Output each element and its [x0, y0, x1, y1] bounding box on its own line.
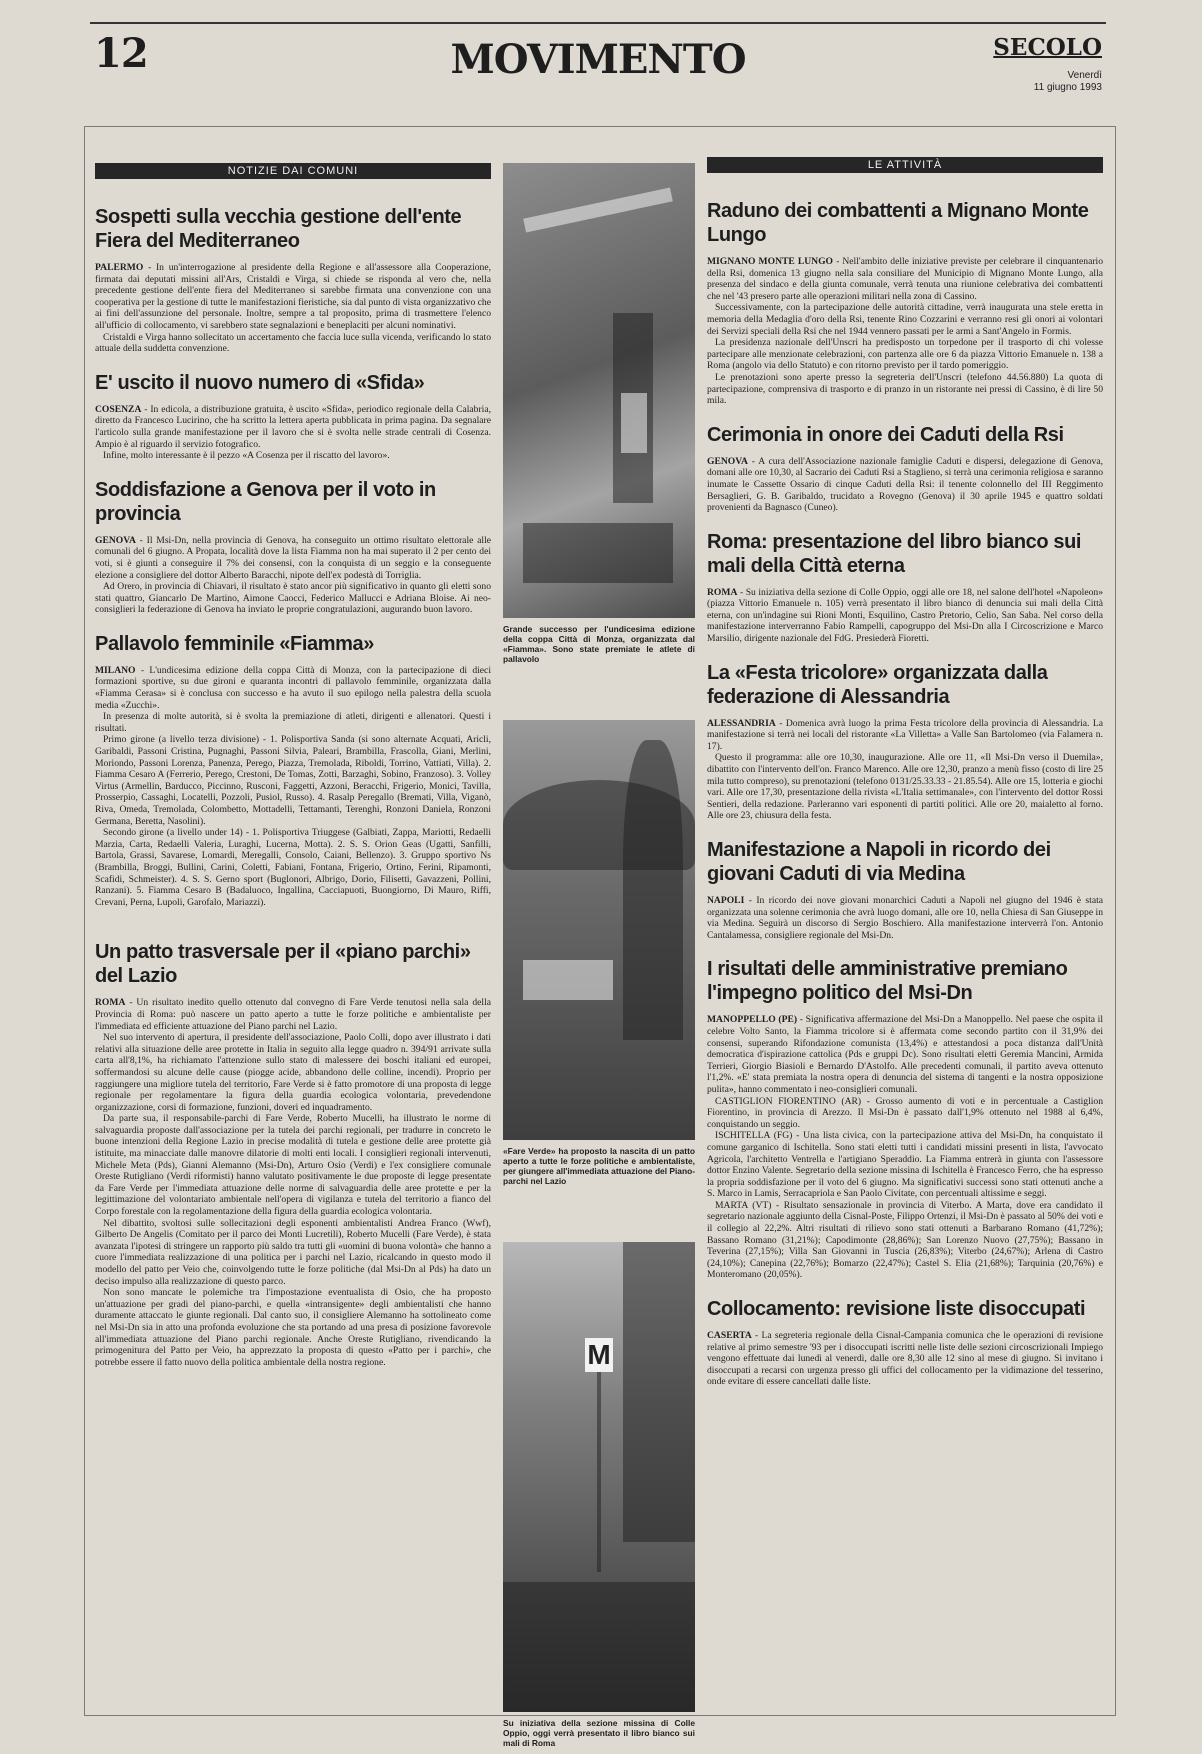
dateline: PALERMO — [95, 262, 144, 273]
dateline: GENOVA — [707, 455, 748, 467]
paragraph: Questo il programma: alle ore 10,30, inaugurazione. Alle ore 11, «Il Msi-Dn verso il Duemila», dibattito con l'intervento dell'on. Franco Marenco. Alle ore 12,30, pranzo a menù fisso (costo di lire 25 mila tutto compreso), su prenotazioni (telefono 0131/25.33.33 - 21.85.54). Alle ore 15, lotteria e giochi vari. Alle ore 17,30, presentazione della rivista «L'Italia settimanale», con l'intervento del dottor Rossi Sentieri, della redazione. Parleranno vari esponenti di partiti politici. Alle ore 20, maialetto al forno. Alle ore 23, chiusura della festa. — [707, 752, 1103, 822]
article-body — [95, 665, 491, 908]
photo-detail — [523, 960, 613, 1000]
article-palermo — [95, 205, 491, 355]
article-piano-parchi — [95, 940, 491, 1368]
photo-detail — [623, 740, 683, 1040]
right-column — [707, 157, 1103, 1711]
article-amministrative — [707, 957, 1103, 1281]
paragraph: Le prenotazioni sono aperte presso la segreteria dell'Unscri (telefono 44.56.880) La quota di partecipazione, comprensiva di trasporto e di pranzo in un ristorante nei pressi di Cassino, è di lire 50 mila. — [707, 371, 1103, 407]
paragraph: - Un risultato inedito quello ottenuto dal convegno di Fare Verde tenutosi nella sala della Provincia di Roma: può nascere un patto aperto a tutte le forze politiche e ambientaliste per l'immediata ed efficiente attuazione del Piano parchi nel Lazio. — [95, 997, 491, 1032]
article-headline: Pallavolo femminile «Fiamma» — [95, 632, 374, 655]
article-headline: Cerimonia in onore dei Caduti della Rsi — [707, 423, 1064, 446]
paragraph: - Significativa affermazione del Msi-Dn a Manoppello. Nel paese che ospita il celebre Volto Santo, la Fiamma tricolore si è affermata come secondo partito con il 31,9% dei consensi, superando Rifondazione comunista (13,4%) e attestandosi a poca distanza dall'Unità democratica d'ispirazione cattolica (Pds e gruppi Dc). Sono risultati eletti Geremia Mancini, Armida Terrieri, Giorgio Biasioli e Bernardo D'Astolfo. Alle precedenti comunali, il partito aveva ottenuto l'1,2%. «E' stata premiata la nostra opera di denuncia del sistema di tangenti e la nostra opposizione pulita», hanno commentato i neo-consiglieri comunali. — [707, 1014, 1103, 1095]
article-genova-voto — [95, 478, 491, 616]
article-mignano — [707, 199, 1103, 407]
dateline: COSENZA — [95, 403, 142, 415]
photo-detail — [523, 188, 673, 233]
dateline: NAPOLI — [707, 895, 745, 906]
article-body — [707, 256, 1103, 407]
photo-detail — [597, 1372, 601, 1572]
dateline: MANOPPELLO (PE) — [707, 1014, 798, 1026]
page-header — [90, 22, 1106, 112]
article-body — [95, 404, 491, 462]
photo-detail — [623, 1242, 695, 1542]
middle-column — [503, 163, 695, 1748]
article-headline: I risultati delle amministrative premiano l'impegno politico del Msi-Dn — [707, 958, 1068, 1005]
article-headline: La «Festa tricolore» organizzata dalla federazione di Alessandria — [707, 661, 1048, 708]
paragraph: - Nell'ambito delle iniziative previste per celebrare il cinquantenario della Rsi, domenica 13 giugno nella sala consiliare del Municipio di Mignano Monte Lungo, alla presenza del sindaco e della giunta comunale, verrà tenuta una riunione celebrativa dei combattenti che nel '43 presero parte alle operazioni militari nella zona di Cassino. — [707, 256, 1104, 302]
article-headline: Sospetti sulla vecchia gestione dell'ente Fiera del Mediterraneo — [95, 206, 462, 252]
article-headline: Collocamento: revisione liste disoccupati — [707, 1298, 1086, 1321]
photo-caption: Grande successo per l'undicesima edizione della coppa Città di Monza, organizzata dal «Fiamma». Sono state premiate le atlete di pallavolo — [503, 624, 695, 664]
article-body — [707, 1330, 1103, 1388]
photo-detail — [503, 1582, 695, 1712]
page-frame — [84, 126, 1116, 1748]
dateline: ROMA — [95, 997, 126, 1009]
photo-volleyball — [503, 163, 695, 618]
section-band-attivita: LE ATTIVITÀ — [707, 157, 1103, 173]
page-number: 12 — [94, 30, 148, 77]
article-genova-caduti — [707, 423, 1103, 514]
paragraph: Nel suo intervento di apertura, il presidente dell'associazione, Paolo Colli, dopo aver illustrato i dati relativi alla situazione delle aree protette in Italia in seguito alla legge quadro n. 394/91 arrivate sulla carta all'8,1%, ha richiamato l'attenzione sullo stato di malessere dei boschi italiani ed europei, soffermandosi su alcune delle cause (piogge acide, abbandono delle colline, incendi). Proprio per raggiungere una migliore tutela del territorio, Fare Verde si è fatto promotore di una proposta di legge regionale per regolamentare la figura della guardia ecologica volontaria, prevedendone organizzazione, corsi di formazione, funzioni, doveri ed inquadramento. — [95, 1032, 491, 1113]
article-headline: Raduno dei combattenti a Mignano Monte Lungo — [707, 200, 1089, 246]
paragraph: - Su iniziativa della sezione di Colle Oppio, oggi alle ore 18, nel salone dell'hotel «Napoleon» (piazza Vittorio Emanuele n. 105) verrà presentato il libro bianco di denuncia sui mali della Città eterna, con un'indagine sui Rioni Monti, Esquilino, Castro Pretorio, Celio, San Saba. Nel corso della manifestazione interverranno Fabio Rampelli, capogruppo del Msi-Dn alla I Circoscrizione e Marco Marsilio, dirigente nazionale del FdG. Presiederà Fioretti. — [707, 586, 1103, 645]
paragraph: - A cura dell'Associazione nazionale famiglie Caduti e dispersi, delegazione di Genova, domani alle ore 10,30, al Sacrario dei Caduti Rsi a Staglieno, si terrà una cerimonia religiosa e saranno inumate le Cassette Ossario di cinque Caduti della Rsi: il tenente colonnello del III Reggimento Bersaglieri, G. B. Garibaldo, trucidato a Rovegno (Genova) il 30 aprile 1945 e quattro soldati provenienti da Bagnasco (Cuneo). — [707, 455, 1104, 514]
paragraph: Secondo girone (a livello under 14) - 1. Polisportiva Triuggese (Galbiati, Zappa, Mariotti, Redaelli Marzia, Carta, Redaelli Valeria, Luraghi, Lucerna, Motta). 2. S. S. Orion Geas (Ugatti, Sanfilli, Bartola, Grassi, Savarese, Lomardi, Meregalli, Consolo, Caiani, Bellenzo). 3. Gruppo sportivo Ns (Brambilla, Broggi, Bullini, Carini, Coletti, Fabiani, Fontana, Frigerio, Ortino, Ferini, Ripamonti, Scafidi, Schmeister). 4. S. S. Gerno sport (Buglonori, Albrigo, Dorio, Filisetti, Gavazzeni, Pollini, Ranzani). 5. Fiamma Cesaro B (Badaluoco, Ingallina, Cacciapuoti, Buongiorno, Di Mauro, Riffi, Crevani, Perna, Lupoli, Garofalo, Mariazzi). — [95, 827, 491, 908]
paragraph: Non sono mancate le polemiche tra l'impostazione eventualista di Osio, che ha proposto un'attuazione per gradi del piano-parchi, e quella «intransigente» degli ambientalisti che hanno duramente attaccato le giunte regionali. Dal canto suo, il consigliere Alemanno ha sottolineato come nel Msi-Dn sia in atto una profonda evoluzione che sta portando ad una presa di posizione favorevole all'immediata attuazione del Piano parchi regionale. Anche Oreste Rutigliano, rivendicando la primogenitura del Patto per Veio, ha apprezzato la proposta di questo «Patto per i parchi», che potrebbe essere il fatto nuovo della politica ambientale della nostra regione. — [95, 1287, 491, 1368]
paragraph: Infine, molto interessante è il pezzo «A Cosenza per il riscatto del lavoro». — [103, 450, 390, 462]
article-body — [707, 718, 1103, 822]
article-pallavolo — [95, 632, 491, 908]
issue-full-date: 11 giugno 1993 — [1033, 82, 1102, 93]
article-napoli — [707, 838, 1103, 941]
dateline: MILANO — [95, 664, 136, 676]
dateline: MIGNANO MONTE LUNGO — [707, 256, 834, 267]
dateline: ALESSANDRIA — [707, 717, 776, 729]
paragraph: - Domenica avrà luogo la prima Festa tricolore della provincia di Alessandria. La manifestazione si terrà nei locali del ristorante «La Villetta» a Valle San Bartolomeo (via Falamera n. 17). — [707, 717, 1104, 752]
paragraph: La presidenza nazionale dell'Unscri ha predisposto un torpedone per il trasporto di chi volesse partecipare alle menzionate celebrazioni, con partenza alle ore 6 da piazza Vittorio Emanuele n. 138 a Roma (angolo via dello Statuto) e con ritorno previsto per il tardo pomeriggio. — [707, 337, 1103, 372]
article-headline: Soddisfazione a Genova per il voto in provincia — [95, 478, 436, 525]
paragraph: Primo girone (a livello terza divisione) - 1. Polisportiva Sanda (si sono alternate Acquati, Aricli, Garibaldi, Passoni Cristina, Pugnaghi, Passoni Silvia, Paleari, Brambilla, Frascolla, Giani, Merlini, Moriondo, Passoni Lorenza, Panenza, Perego, Piazza, Tremolada, Riboldi, Torrino, Vattiati, Villa). 2. Fiamma Cesaro A (Ferrerio, Perego, Crestoni, De Tomas, Zotti, Barzaghi, Sobino, Franzoso). 3. Volley Virtus (Armellin, Barducco, Piccinno, Rusconi, Faggetti, Azzoni, Beracchi, Frigerio, Monici, Tavilla, Prosserpio, Cassaghi, Locatelli, Pozzoli, Pusiol, Russo). 4. Rasalp Peregallo (Bremati, Villa, Viganò, Riva, Omeda, Tremolada, Colombetto, Mottadelli, Tettamanti, Terenghi, Ronzoni Daniela, Ronzoni Germana, Beretta, Nasolini). — [95, 734, 491, 827]
dateline: CASERTA — [707, 1330, 752, 1342]
paragraph: - In un'interrogazione al presidente della Regione e all'assessore alla Cooperazione, firmata dai deputati missini all'Ars, Cristaldi e Virga, si chiede se risponda al vero che, nella precedente gestione dell'ente fiera del Mediterraneo si sarebbe firmata una convenzione con una cooperativa per la gestione di tutte le manifestazioni fieristiche, sia dal punto di vista organizzativo che ai fini dell'assunzione del personale. Inoltre, sempre a tal proposito, prima di trasmettere l'elenco all'ufficio di collocamento, vi sarebbero state segnalazioni e beneplaciti per alcuni nominativi. — [95, 262, 491, 331]
article-caserta — [707, 1297, 1103, 1388]
photo-caption: Su iniziativa della sezione missina di Colle Oppio, oggi verrà presentato il libro bianco sui mali di Roma — [503, 1718, 695, 1748]
article-headline: E' uscito il nuovo numero di «Sfida» — [95, 371, 425, 394]
photo-detail — [621, 393, 647, 453]
article-body — [707, 456, 1103, 514]
article-headline: Roma: presentazione del libro bianco sui mali della Città eterna — [707, 530, 1082, 577]
dateline: GENOVA — [95, 534, 136, 546]
photo-caption: «Fare Verde» ha proposto la nascita di un patto aperto a tutte le forze politiche e ambientaliste, per giungere all'immediata attuazione del Piano-parchi nel Lazio — [503, 1146, 695, 1186]
left-column — [95, 163, 491, 1711]
article-headline: Un patto trasversale per il «piano parchi» del Lazio — [95, 941, 471, 988]
photo-park — [503, 720, 695, 1140]
article-alessandria — [707, 661, 1103, 822]
metro-sign-icon: M — [585, 1338, 613, 1372]
section-title: MOVIMENTO — [450, 36, 746, 83]
paragraph: - Il Msi-Dn, nella provincia di Genova, ha conseguito un ottimo risultato elettorale alle comunali del 6 giugno. A Propata, località dove la lista Fiamma non ha mai superato il 2 per cento dei voti, si è giunti a conseguire il 7% dei consensi, con la conquista di un seggio e la conseguente elezione a consigliere del dottor Alberto Baracchi, nipote dell'ex podestà di Torriglia. — [95, 534, 492, 581]
paragraph: - In edicola, a distribuzione gratuita, è uscito «Sfida», periodico regionale della Calabria, diretto da Francesco Lucirino, che ha scritto la lettera aperta pubblicata in prima pagina. Da segnalare l'articolo sulla grande manifestazione per il lavoro che si è svolta nelle strade centrali di Cosenza. Ampio è al riguardo il servizio fotografico. — [95, 403, 491, 450]
header-rule — [90, 22, 1106, 24]
article-body — [707, 1014, 1103, 1281]
article-body — [95, 535, 491, 616]
paragraph: In presenza di molte autorità, si è svolta la premiazione di atleti, dirigenti e allenatori. Questi i risultati. — [95, 711, 491, 734]
paragraph: ISCHITELLA (FG) - Una lista civica, con la partecipazione attiva del Msi-Dn, ha conquistato il comune garganico di Ischitella. Sono stati eletti tutti i candidati missini presenti in lista, l'avvocato Agricola, l'architetto Ventrella e l'artigiano Speraddio. La Fiamma entrerà in giunta con l'assessore dottor Enzino Valente. Segretario della sezione missina di Ischitella è Francesco Ferro, che ha espresso la propria soddisfazione per il voto del 6 giugno. Ma significativi successi sono stati ottenuti anche a S. Marco in Lamis, Serracapriola e San Paolo Civitate, con percentuali altissime e seggi. — [707, 1130, 1103, 1200]
photo-rome-metro — [503, 1242, 695, 1712]
paragraph: MARTA (VT) - Risultato sensazionale in provincia di Viterbo. A Marta, dove era candidato il segretario nazionale aggiunto della Cisnal-Poste, Filippo Ortenzi, il Msi-Dn è passato al 50% dei voti e il collegio al 22,2%. Altri risultati di rilievo sono stati ottenuti a Barbarano Romano (41,72%); Bassano Romano (31,21%); Capodimonte (28,86%); San Lorenzo Nuovo (27,75%); Bassano in Teverina (27,15%); Villa San Giovanni in Tuscia (26,83%); Viterbo (24,67%); Arlena di Castro (24,10%); Canepina (22,76%); Bomarzo (22,47%); Castel S. Elia (21,68%); Tarquinia (20,76%) e Monteromano (20,05%). — [707, 1199, 1103, 1281]
masthead-logo: SECOLO — [993, 34, 1102, 61]
paragraph: Cristaldi e Virga hanno sollecitato un accertamento che faccia luce sulla vicenda, verificando lo stato attuale della suddetta convenzione. — [95, 331, 491, 355]
paragraph: Ad Orero, in provincia di Chiavari, il risultato è stato ancor più significativo in quanto gli eletti sono stati quattro, Giancarlo De Martino, Aimone Caocci, Federico Mallucci e Adriana Bloise. Ai neo-consiglieri la federazione di Genova ha inviato le proprie congratulazioni, augurando buon lavoro. — [95, 581, 491, 616]
photo-detail — [523, 523, 673, 583]
paragraph: - La segreteria regionale della Cisnal-Campania comunica che le operazioni di revisione relative al primo semestre '93 per i disoccupati iscritti nelle liste delle sezioni circoscrizionali Impiego vengono effettuate dai lunedì al venerdì, dalle ore 8,30 alle 12 sino al mese di giugno. Si invitano i disoccupati a recarsi con urgenza presso gli uffici del collocamento per la vidimazione del tesserino, onde evitare di essere cancellati dalle liste. — [707, 1330, 1103, 1388]
article-body — [95, 262, 491, 355]
paragraph: Successivamente, con la partecipazione delle autorità cittadine, verrà inaugurata una stele eretta in memoria della Medaglia d'oro della Rsi, tenente Rino Cozzarini e verranno resi gli onori ai volontari dei Servizi speciali della Rsi che nel 1944 vennero passati per le armi a Sant'Angelo in Formis. — [707, 302, 1103, 337]
article-body — [707, 587, 1103, 645]
paragraph: Da parte sua, il responsabile-parchi di Fare Verde, Roberto Mucelli, ha illustrato le norme di salvaguardia proposte dall'associazione per la tutela dei parchi regionali, per tradurre in concreto le buone intenzioni della Regione Lazio in precise modalità di tutela e gestione delle aree protette già istituite, ma minacciate dalle manovre dilatorie di molti enti locali. I consiglieri regionali intervenuti, Michele Meta (Pds), Gianni Alemanno (Msi-Dn), Arturo Osio (Verdi) e l'ex consigliere comunale Oreste Rutigliano (Verdi riformisti) hanno valutato positivamente le due proposte di legge presentate da Fare Verde per l'immediata attuazione delle norme di salvaguardia delle aree protette e per la legittimazione del volontariato ambientale nell'opera di vigilanza e tutela del territorio a fianco del Corpo forestale con la regolamentazione della figura della guardia ecologica volontaria. — [95, 1113, 491, 1218]
paragraph: CASTIGLION FIORENTINO (AR) - Grosso aumento di voti e in percentuale a Castiglion Fiorentino, in provincia di Arezzo. Il Msi-Dn è passato dall'1,9% ottenuto nel 1988 al 6,4%, conquistando un seggio. — [707, 1095, 1103, 1130]
paragraph: - L'undicesima edizione della coppa Città di Monza, con la partecipazione di dieci formazioni sportive, su due gironi e quaranta incontri di pallavolo femminile, organizzata dalla «Fiamma Cerasa» si è conclusa con successo e ha avuto il suo epilogo nella palestra della scuola media «Zucchi». — [95, 664, 491, 711]
article-body — [707, 895, 1103, 941]
article-cosenza — [95, 371, 491, 462]
issue-date — [1034, 70, 1102, 94]
article-roma-libro — [707, 530, 1103, 645]
article-body — [95, 997, 491, 1368]
paragraph: Nel dibattito, svoltosi sulle sollecitazioni degli esponenti ambientalisti Andrea Franco (Wwf), Gilberto De Angelis (Comitato per il parco dei Monti Lucretili), Roberto Mucelli (Fare Verde), è stata avanzata l'ipotesi di stringere un rapporto più saldo tra tutti gli «uomini di buona volontà» che hanno a cuore l'immediata realizzazione di una politica per i parchi nel Lazio, ricalcando in questo modo il modello del patto per Veio che, coinvolgendo tutte le forze politiche (dal Msi-Dn al Pds) ha dato un deciso impulso alla realizzazione di questo parco. — [95, 1217, 491, 1287]
issue-day: Venerdì — [1067, 70, 1102, 81]
article-headline: Manifestazione a Napoli in ricordo dei giovani Caduti di via Medina — [707, 839, 1051, 885]
dateline: ROMA — [707, 586, 738, 598]
section-band-notizie: NOTIZIE DAI COMUNI — [95, 163, 491, 179]
paragraph: - In ricordo dei nove giovani monarchici Caduti a Napoli nel giugno del 1946 è stata organizzata una solenne cerimonia che avrà luogo domani, alle ore 10, nella Chiesa di San Giuseppe in via Medina. Seguirà un discorso di Sergio Boschiero. Alla manifestazione interverrà l'on. Antonio Cantalamessa, consigliere regionale del Msi-Dn. — [707, 895, 1103, 941]
